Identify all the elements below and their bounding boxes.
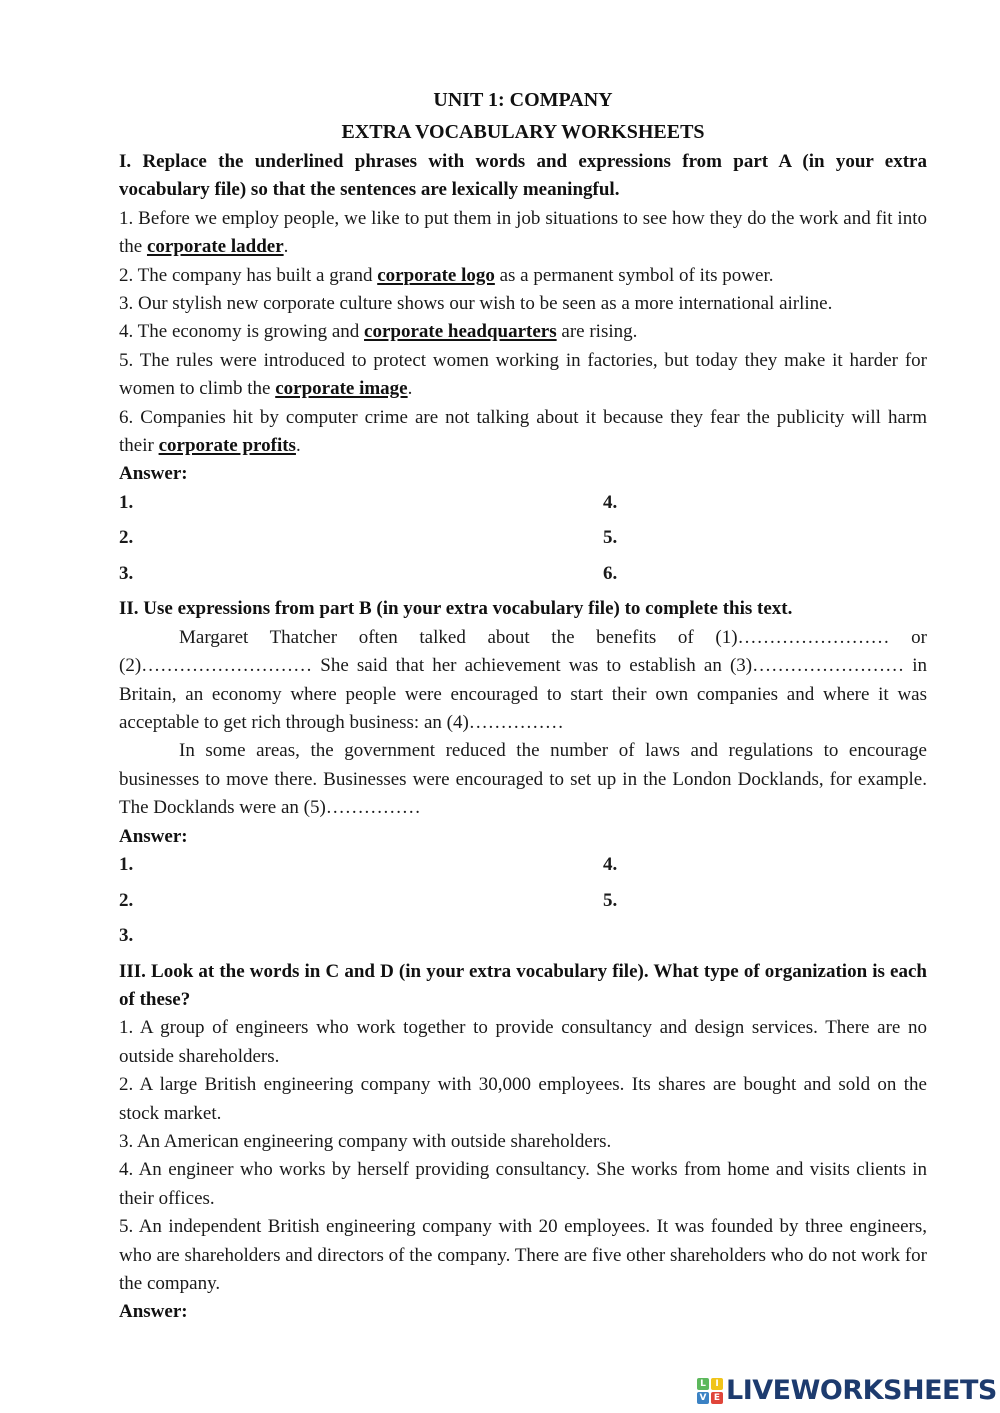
passage-text: Margaret Thatcher often talked about the benefits of [179,626,716,648]
section1-answer-grid [119,489,927,596]
sentence-text: . [283,236,289,258]
gap-2: (2)……………………… [119,655,313,677]
sentence-text: 2. The company has built a grand [119,264,378,286]
answer-number: 4. [603,854,618,876]
sentence-text: as a permanent symbol of its power. [494,264,774,286]
section3-item-3: 3. An American engineering company with outside shareholders. [119,1130,612,1152]
worksheet-title: EXTRA VOCABULARY WORKSHEETS [341,121,705,143]
sentence-text: 6. Companies hit by computer crime are not talking about it because they fear the publicity will harm their [119,406,927,457]
section2-paragraph-1 [119,624,927,738]
liveworksheets-logo [697,1377,997,1405]
underlined-phrase: corporate logo [377,264,495,286]
section2-instruction: II. Use expressions from part B (in your extra vocabulary file) to complete this text. [119,598,793,620]
answer-number: 4. [603,491,618,513]
section2-paragraph-2 [119,737,927,822]
section1-answer-3-field[interactable] [147,562,581,590]
answer-number: 3. [119,562,134,584]
section1-sentence-2 [119,262,927,290]
answer-number: 5. [603,889,618,911]
answer-number: 5. [603,527,618,549]
worksheet-page [119,84,927,1327]
answer-row [119,887,927,923]
section1-answer-2-field[interactable] [147,526,581,554]
gap-5: (5)…………… [303,797,421,819]
sentence-text: 1. Before we employ people, we like to put them in job situations to see how they do the work and fit into the [119,207,927,258]
section2-answer-2-field[interactable] [147,889,581,917]
passage-text: or [889,626,928,648]
answer-row [119,560,927,596]
tile-e: E [711,1392,723,1404]
unit-title: UNIT 1: COMPANY [433,89,613,111]
logo-tiles-icon [697,1378,723,1404]
answer-number: 2. [119,889,134,911]
section1-sentence-5 [119,347,927,404]
logo-text: LIVEWORKSHEETS [726,1375,997,1406]
passage-text: in Britain, an economy where people were encouraged to start their own companies and where it was acceptable to get rich through business: an [119,655,927,733]
section3-item-5: 5. An independent British engineering company with 20 employees. It was founded by three engineers, who are shareholders and directors of the company. There are five other shareholders who do not work for the company. [119,1216,927,1294]
section1-sentence-3 [119,290,927,318]
tile-i: I [711,1378,723,1390]
section2-answer-grid [119,851,927,958]
answer-row [119,489,927,525]
passage-text: In some areas, the government reduced the number of laws and regulations to encourage businesses to move there. Businesses were encouraged to set up in the London Docklands, for example. The Docklands were an [119,740,927,819]
underlined-phrase: corporate ladder [146,236,284,258]
underlined-phrase: corporate headquarters [364,321,557,343]
answer-number: 3. [119,925,134,947]
section2-answer-4-field[interactable] [631,853,925,881]
sentence-text: are rising. [556,321,638,343]
tile-v: V [697,1392,709,1404]
section1-sentence-1 [119,205,927,262]
section3-instruction: III. Look at the words in C and D (in your extra vocabulary file). What type of organization is each of these? [119,960,927,1010]
underlined-phrase: corporate profits [158,435,296,457]
section1-answer-4-field[interactable] [631,491,925,519]
section1-answer-5-field[interactable] [631,526,925,554]
section2-answer-3-field[interactable] [147,924,581,952]
gap-4: (4)…………… [446,712,564,733]
sentence-text: . [295,435,301,457]
answer-row [119,851,927,887]
section1-sentence-4 [119,318,927,346]
answer-number: 2. [119,527,134,549]
passage-text: She said that her achievement was to establish an [312,655,730,677]
sentence-text: . [407,378,413,400]
answer-row [119,922,927,958]
sentence-text: 5. The rules were introduced to protect women working in factories, but today they make it harder for women to climb the [119,349,927,400]
answer-number: 6. [603,562,618,584]
gap-1: (1)…………………… [715,626,890,648]
gap-3: (3)…………………… [729,655,905,677]
section1-sentence-6 [119,404,927,461]
section3-item-2: 2. A large British engineering company with 30,000 employees. Its shares are bought and sold on the stock market. [119,1074,927,1124]
section2-answer-5-field[interactable] [631,889,925,917]
answer-number: 1. [119,491,134,513]
section3-item-4: 4. An engineer who works by herself providing consultancy. She works from home and visits clients in their offices. [119,1159,927,1209]
sentence-text: 4. The economy is growing and [119,321,365,343]
section1-answer-label: Answer: [119,463,188,485]
tile-l: L [697,1378,709,1390]
sentence-text: 3. Our stylish new corporate culture shows our wish to be seen as a more international airline. [119,293,833,315]
answer-number: 1. [119,854,134,876]
section3-item-1: 1. A group of engineers who work together to provide consultancy and design services. There are no outside shareholders. [119,1017,927,1067]
section2-answer-label: Answer: [119,825,188,847]
section2-answer-1-field[interactable] [147,853,581,881]
underlined-phrase: corporate image [275,378,408,400]
section1-instruction: I. Replace the underlined phrases with words and expressions from part A (in your extra vocabulary file) so that the sentences are lexically meaningful. [119,151,927,201]
section1-answer-1-field[interactable] [147,491,581,519]
answer-row [119,524,927,560]
section3-answer-label: Answer: [119,1301,188,1323]
section1-answer-6-field[interactable] [631,562,925,590]
